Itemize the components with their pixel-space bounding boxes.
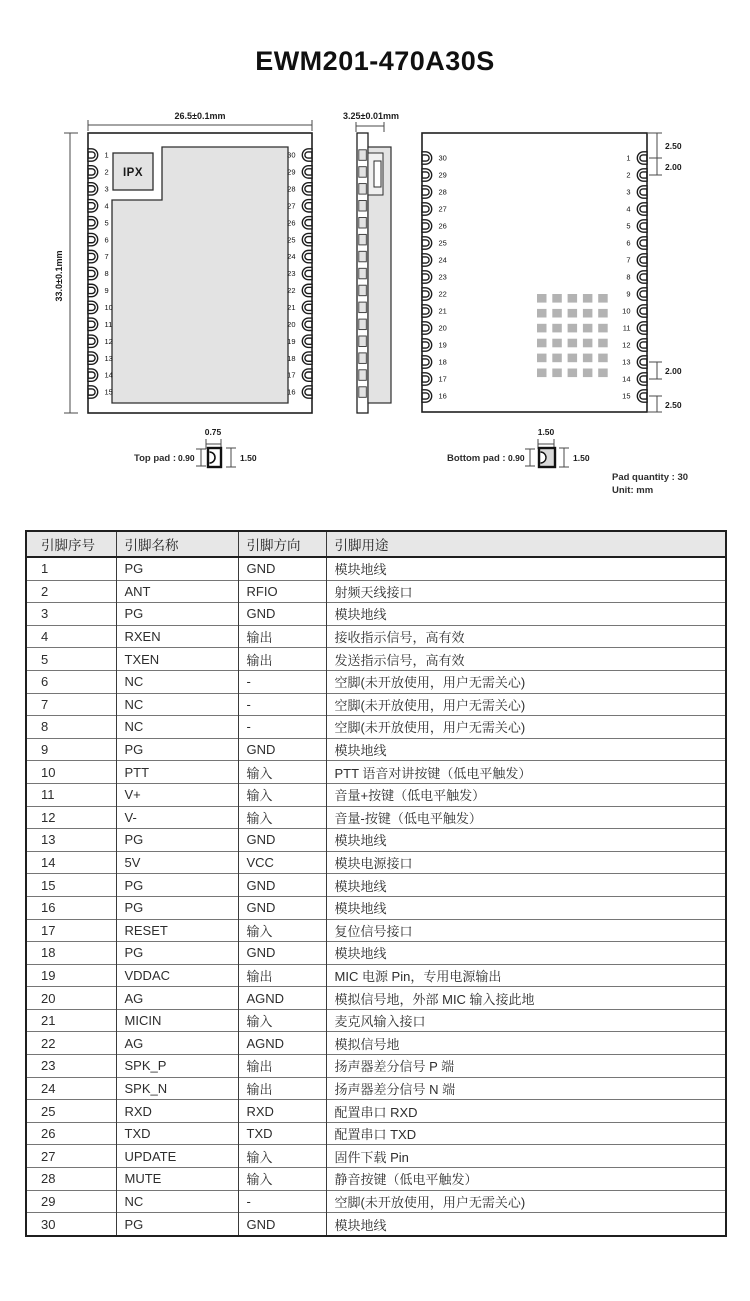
pin-number-label: 24 — [438, 255, 447, 265]
pin-number-label: 14 — [104, 370, 113, 380]
thermal-pad — [583, 339, 593, 348]
thermal-pad — [583, 324, 593, 333]
thermal-pad — [552, 339, 562, 348]
bottom-pad-width-dim: 0.90 — [508, 453, 525, 463]
header-pin-purpose: 引脚用途 — [326, 531, 726, 557]
side-pad — [359, 184, 367, 195]
pin-number-label: 10 — [622, 306, 631, 316]
thermal-pad — [537, 369, 547, 378]
pin-table-body — [26, 557, 726, 1236]
bottom-pad-notch-dim: 1.50 — [537, 427, 555, 437]
table-row: 7 NC - 空脚(未开放使用，用户无需关心) — [26, 693, 726, 716]
pin-number-label: 13 — [104, 353, 113, 363]
page-title: EWM201-470A30S — [255, 46, 495, 76]
table-row: 28 MUTE 输入 静音按键（低电平触发） — [26, 1168, 726, 1191]
side-view-ipx-tip — [374, 161, 381, 187]
pin-number-label: 15 — [104, 387, 113, 397]
pin-number-label: 8 — [626, 272, 631, 282]
thermal-pad — [568, 354, 578, 363]
pin-number-label: 6 — [104, 235, 109, 245]
pin-number-label: 25 — [287, 235, 296, 245]
pin-number-label: 17 — [438, 374, 447, 384]
pin-number-label: 25 — [438, 238, 447, 248]
pin-number-label: 23 — [438, 272, 447, 282]
table-row: 25 RXD RXD 配置串口 RXD — [26, 1100, 726, 1123]
side-view-pads — [359, 150, 367, 397]
top-pad-notch-dim: 0.75 — [204, 427, 222, 437]
pin-number-label: 11 — [622, 323, 631, 333]
pin-number-label: 30 — [438, 153, 447, 163]
table-row: 5 TXEN 输出 发送指示信号，高有效 — [26, 648, 726, 671]
table-row: 8 NC - 空脚(未开放使用，用户无需关心) — [26, 716, 726, 739]
pin-number-label: 8 — [104, 269, 109, 279]
side-pad — [359, 336, 367, 347]
thermal-pad — [568, 309, 578, 318]
table-row: 16 PG GND 模块地线 — [26, 896, 726, 919]
pin-number-label: 26 — [438, 221, 447, 231]
pin-number-label: 4 — [626, 204, 631, 214]
table-row: 14 5V VCC 模块电源接口 — [26, 851, 726, 874]
side-pad — [359, 167, 367, 178]
thermal-pad — [583, 369, 593, 378]
thermal-pad — [537, 309, 547, 318]
module-drawing — [0, 95, 750, 515]
thermal-pad — [583, 354, 593, 363]
pin-number-label: 27 — [438, 204, 447, 214]
pin-number-label: 28 — [438, 187, 447, 197]
table-row: 27 UPDATE 输入 固件下载 Pin — [26, 1145, 726, 1168]
top-pad-spec — [134, 427, 257, 467]
thermal-pad — [598, 339, 608, 348]
thermal-pad — [598, 369, 608, 378]
pin-number-label: 18 — [438, 357, 447, 367]
table-row: 26 TXD TXD 配置串口 TXD — [26, 1122, 726, 1145]
table-row: 2 ANT RFIO 射频天线接口 — [26, 580, 726, 603]
thermal-pad — [598, 309, 608, 318]
pin-table — [25, 530, 727, 1237]
side-pad — [359, 353, 367, 364]
pin-number-label: 21 — [287, 302, 296, 312]
bottom-pad-symbol-notch — [541, 452, 547, 463]
side-pad — [359, 387, 367, 398]
top-pad-label: Top pad : — [134, 453, 177, 464]
thermal-pad — [537, 324, 547, 333]
pin-number-label: 24 — [287, 252, 296, 262]
table-row: 21 MICIN 输入 麦克风输入接口 — [26, 1009, 726, 1032]
pin-number-label: 20 — [438, 323, 447, 333]
top-view-width-dim: 26.5±0.1mm — [174, 111, 226, 121]
table-row: 22 AG AGND 模拟信号地 — [26, 1032, 726, 1055]
pin-number-label: 21 — [438, 306, 447, 316]
pin-number-label: 13 — [622, 357, 631, 367]
header-pin-number: 引脚序号 — [26, 531, 116, 557]
pad-quantity-note: Pad quantity : 30 — [612, 472, 689, 483]
pin-number-label: 12 — [622, 340, 631, 350]
top-pad-symbol-notch — [210, 452, 216, 463]
pin-number-label: 27 — [287, 201, 296, 211]
thermal-pad — [537, 354, 547, 363]
pin-number-label: 9 — [626, 289, 631, 299]
table-row: 6 NC - 空脚(未开放使用，用户无需关心) — [26, 670, 726, 693]
top-pad-height-dim: 1.50 — [240, 453, 257, 463]
pin-number-label: 23 — [287, 269, 296, 279]
pin-number-label: 1 — [626, 153, 631, 163]
pin-number-label: 28 — [287, 184, 296, 194]
pin-number-label: 9 — [104, 286, 109, 296]
table-row: 24 SPK_N 输出 扬声器差分信号 N 端 — [26, 1077, 726, 1100]
pin-number-label: 15 — [622, 391, 631, 401]
dim-bottom-margin: 2.50 — [665, 400, 682, 410]
thermal-pad — [552, 354, 562, 363]
thermal-pad — [537, 339, 547, 348]
thermal-pad — [568, 369, 578, 378]
side-pad — [359, 218, 367, 229]
thermal-pad — [598, 324, 608, 333]
pin-number-label: 7 — [104, 252, 109, 262]
bottom-pad-spec — [447, 427, 590, 467]
pin-number-label: 12 — [104, 336, 113, 346]
table-row: 4 RXEN 输出 接收指示信号，高有效 — [26, 625, 726, 648]
table-row: 11 V+ 输入 音量+按键（低电平触发） — [26, 783, 726, 806]
pin-number-label: 14 — [622, 374, 631, 384]
pin-number-label: 29 — [287, 167, 296, 177]
pin-number-label: 6 — [626, 238, 631, 248]
pin-number-label: 2 — [626, 170, 631, 180]
side-pad — [359, 319, 367, 330]
table-row: 19 VDDAC 输出 MIC 电源 Pin，专用电源输出 — [26, 964, 726, 987]
table-row: 9 PG GND 模块地线 — [26, 738, 726, 761]
top-pad-width-dim: 0.90 — [178, 453, 195, 463]
thermal-pad — [568, 294, 578, 303]
unit-note: Unit: mm — [612, 485, 654, 496]
pin-number-label: 22 — [438, 289, 447, 299]
thermal-pad — [537, 294, 547, 303]
top-view-height-dim: 33.0±0.1mm — [54, 250, 64, 302]
pin-table-header-row — [26, 531, 726, 557]
pin-number-label: 11 — [104, 319, 113, 329]
table-row: 1 PG GND 模块地线 — [26, 557, 726, 580]
table-row: 29 NC - 空脚(未开放使用，用户无需关心) — [26, 1190, 726, 1213]
pin-number-label: 3 — [626, 187, 631, 197]
thermal-pad — [568, 339, 578, 348]
bottom-pad-height-dim: 1.50 — [573, 453, 590, 463]
pin-number-label: 18 — [287, 353, 296, 363]
side-view-thickness-dim: 3.25±0.01mm — [343, 111, 399, 121]
thermal-pad — [552, 369, 562, 378]
thermal-pad — [583, 309, 593, 318]
table-row: 17 RESET 输入 复位信号接口 — [26, 919, 726, 942]
pin-number-label: 7 — [626, 255, 631, 265]
thermal-pad — [552, 294, 562, 303]
ipx-label: IPX — [122, 167, 144, 179]
table-row: 15 PG GND 模块地线 — [26, 874, 726, 897]
pin-number-label: 17 — [287, 370, 296, 380]
header-pin-direction: 引脚方向 — [238, 531, 326, 557]
dim-top-margin: 2.50 — [665, 141, 682, 151]
table-row: 13 PG GND 模块地线 — [26, 829, 726, 852]
side-pad — [359, 370, 367, 381]
table-row: 30 PG GND 模块地线 — [26, 1213, 726, 1236]
table-row: 18 PG GND 模块地线 — [26, 942, 726, 965]
pin-number-label: 4 — [104, 201, 109, 211]
pin-number-label: 1 — [104, 150, 109, 160]
side-pad — [359, 268, 367, 279]
pin-number-label: 30 — [287, 150, 296, 160]
table-row: 23 SPK_P 输出 扬声器差分信号 P 端 — [26, 1055, 726, 1078]
side-pad — [359, 251, 367, 261]
table-row: 3 PG GND 模块地线 — [26, 603, 726, 626]
pin-number-label: 5 — [104, 218, 109, 228]
side-pad — [359, 285, 367, 296]
side-view — [343, 111, 399, 413]
side-pad — [359, 302, 367, 313]
pin-number-label: 19 — [438, 340, 447, 350]
pin-number-label: 3 — [104, 184, 109, 194]
pin-number-label: 26 — [287, 218, 296, 228]
thermal-pad — [552, 309, 562, 318]
thermal-pad — [552, 324, 562, 333]
pin-number-label: 19 — [287, 336, 296, 346]
pin-number-label: 2 — [104, 167, 109, 177]
pin-number-label: 16 — [287, 387, 296, 397]
pin-number-label: 22 — [287, 286, 296, 296]
bottom-pad-label: Bottom pad : — [447, 453, 506, 464]
table-row: 10 PTT 输入 PTT 语音对讲按键（低电平触发） — [26, 761, 726, 784]
thermal-pad — [568, 324, 578, 333]
table-row: 12 V- 输入 音量-按键（低电平触发） — [26, 806, 726, 829]
bottom-view — [422, 133, 682, 412]
bottom-view-module-outline — [422, 133, 647, 412]
dim-top-pitch: 2.00 — [665, 162, 682, 172]
header-pin-name: 引脚名称 — [116, 531, 238, 557]
side-pad — [359, 201, 367, 212]
pin-number-label: 10 — [104, 302, 113, 312]
thermal-pad — [583, 294, 593, 303]
thermal-pad — [598, 354, 608, 363]
pin-number-label: 20 — [287, 319, 296, 329]
dim-bottom-pitch: 2.00 — [665, 366, 682, 376]
table-row: 20 AG AGND 模拟信号地，外部 MIC 输入接此地 — [26, 987, 726, 1010]
pin-number-label: 5 — [626, 221, 631, 231]
pin-number-label: 29 — [438, 170, 447, 180]
top-view — [54, 111, 312, 413]
side-pad — [359, 234, 367, 245]
pin-number-label: 16 — [438, 391, 447, 401]
side-pad — [359, 150, 367, 161]
thermal-pad — [598, 294, 608, 303]
